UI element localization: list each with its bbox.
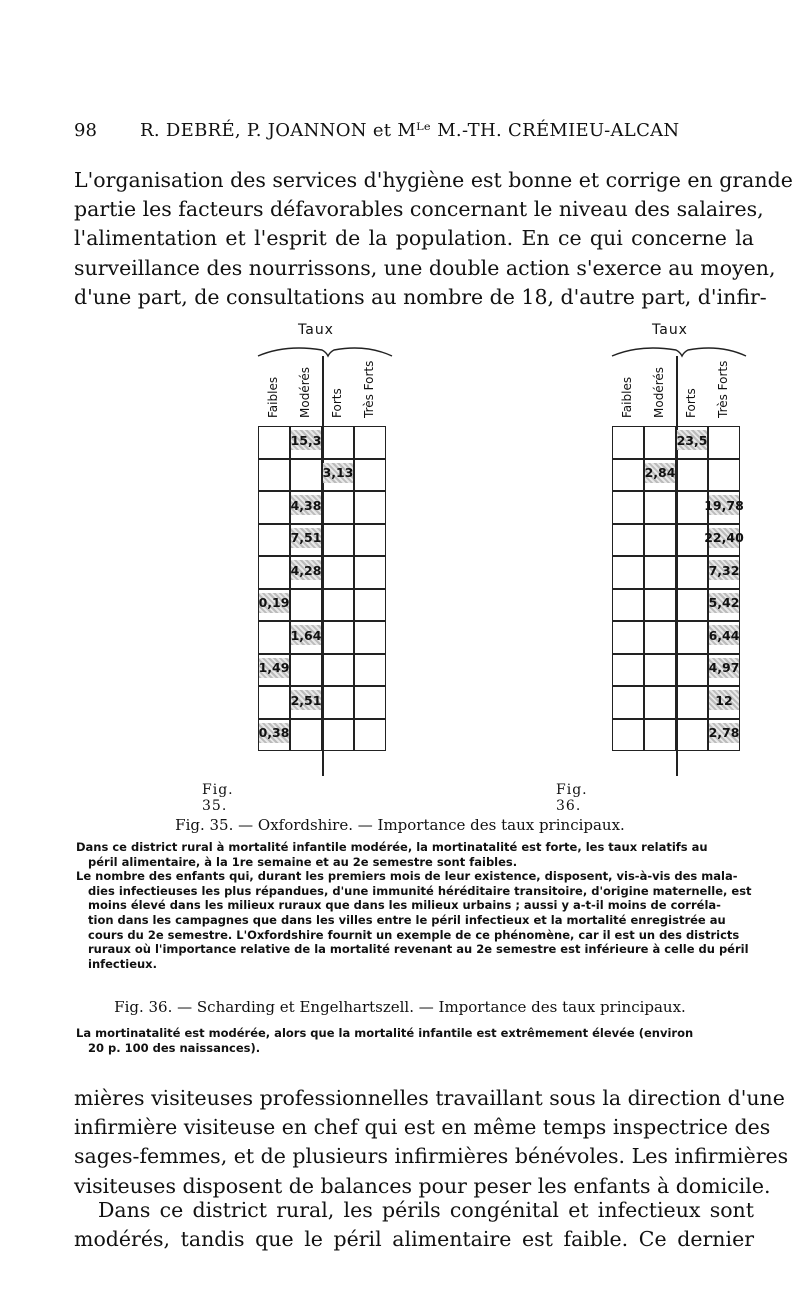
grid-cell xyxy=(322,589,354,622)
caption-line: ruraux où l'importance relative de la mortalité revenant au 2e semestre est inférieure à celle du péril xyxy=(88,942,749,957)
grid-cell xyxy=(644,654,676,687)
text-line: sages-femmes, et de plusieurs infirmières bénévoles. Les infirmières xyxy=(74,1144,789,1169)
grid-cell xyxy=(644,686,676,719)
value-cell: 7,32 xyxy=(709,560,739,580)
grid-cell xyxy=(258,686,290,719)
grid-cell xyxy=(290,589,322,622)
caption-line: infectieux. xyxy=(88,956,157,971)
paragraph-2 xyxy=(74,1084,789,1201)
caption-line: Le nombre des enfants qui, durant les premiers mois de leur existence, disposent, vis-à-vis des mala- xyxy=(76,869,738,884)
caption-line: cours du 2e semestre. L'Oxfordshire fournit un exemple de ce phénomène, car il est un des districts xyxy=(88,927,740,942)
caption-line: tion dans les campagnes que dans les villes entre le péril infectieux et la mortalité enregistrée au xyxy=(88,912,726,927)
grid-cell xyxy=(612,556,644,589)
grid-cell xyxy=(354,491,386,524)
grid-cell xyxy=(644,621,676,654)
column-header: Modérés xyxy=(652,367,666,418)
grid-cell xyxy=(612,524,644,557)
grid-cell xyxy=(612,459,644,492)
grid-cell xyxy=(322,426,354,459)
paragraph-3 xyxy=(74,1196,754,1254)
value-cell: 4,97 xyxy=(709,658,739,678)
caption-line: Dans ce district rural à mortalité infantile modérée, la mortinatalité est forte, les taux relatifs au xyxy=(76,840,708,854)
grid-cell xyxy=(644,524,676,557)
text-line: visiteuses disposent de balances pour peser les enfants à domicile. xyxy=(74,1173,771,1198)
brace-icon xyxy=(256,340,396,360)
grid-cell xyxy=(322,654,354,687)
caption-36-body xyxy=(76,1026,756,1055)
paragraph-1 xyxy=(74,166,793,312)
grid-cell xyxy=(644,491,676,524)
grid-cell xyxy=(322,491,354,524)
grid-cell xyxy=(354,589,386,622)
caption-line: 20 p. 100 des naissances). xyxy=(88,1040,261,1055)
text-line: surveillance des nourrissons, une double action s'exerce au moyen, xyxy=(74,255,776,280)
grid-cell xyxy=(612,621,644,654)
grid-cell xyxy=(258,524,290,557)
grid-cell xyxy=(354,459,386,492)
caption-line: dies infectieuses les plus répandues, d'une immunité héréditaire transitoire, d'origine maternelle, est xyxy=(88,883,752,898)
caption-line: moins élevé dans les milieux ruraux que dans les milieux urbains ; aussi y a-t-il moins de corréla- xyxy=(88,898,721,913)
grid-cell xyxy=(322,719,354,752)
grid-cell xyxy=(612,654,644,687)
value-cell: 23,5 xyxy=(677,430,707,450)
text-line: l'alimentation et l'esprit de la population. En ce qui concerne la xyxy=(74,226,754,251)
grid-cell xyxy=(354,654,386,687)
text-line: mières visiteuses professionnelles travaillant sous la direction d'une xyxy=(74,1086,785,1110)
value-cell: 0,38 xyxy=(259,723,289,743)
brace-icon xyxy=(610,340,750,360)
taux-label: Taux xyxy=(652,322,688,338)
grid-cell xyxy=(676,686,708,719)
grid-cell xyxy=(290,719,322,752)
taux-label: Taux xyxy=(298,322,334,338)
column-header: Très Forts xyxy=(716,360,730,418)
grid-cell xyxy=(258,556,290,589)
value-cell: 19,78 xyxy=(709,495,739,515)
value-cell: 7,51 xyxy=(291,528,321,548)
grid-cell xyxy=(676,654,708,687)
running-title: R. DEBRÉ, P. JOANNON et Mᴸᵉ M.-TH. CRÉMIEU-ALCAN xyxy=(140,120,680,141)
value-cell: 2,84 xyxy=(645,463,675,483)
text-line: partie les facteurs défavorables concernant le niveau des salaires, xyxy=(74,197,764,222)
value-cell: 3,13 xyxy=(323,463,353,483)
grid-cell xyxy=(322,556,354,589)
grid-cell xyxy=(258,426,290,459)
text-line: infirmière visiteuse en chef qui est en même temps inspectrice des xyxy=(74,1115,771,1140)
grid-cell xyxy=(708,426,740,459)
grid-cell xyxy=(612,686,644,719)
grid-cell xyxy=(322,621,354,654)
grid-cell xyxy=(354,556,386,589)
grid-cell xyxy=(644,589,676,622)
grid-cell xyxy=(676,621,708,654)
text-line: Dans ce district rural, les périls congénital et infectieux sont xyxy=(98,1198,754,1222)
text-line: L'organisation des services d'hygiène est bonne et corrige en grande xyxy=(74,168,793,192)
value-cell: 4,28 xyxy=(291,560,321,580)
caption-line: péril alimentaire, à la 1re semaine et au 2e semestre sont faibles. xyxy=(88,854,518,869)
grid-cell xyxy=(708,459,740,492)
caption-36-title: Fig. 36. — Scharding et Engelhartszell. — Importance des taux principaux. xyxy=(114,998,686,1016)
value-cell: 2,78 xyxy=(709,723,739,743)
grid-cell xyxy=(644,556,676,589)
grid-cell xyxy=(290,459,322,492)
value-cell: 12 xyxy=(709,690,739,710)
value-cell: 1,49 xyxy=(259,658,289,678)
grid-cell xyxy=(676,589,708,622)
grid-cell xyxy=(676,556,708,589)
grid-cell xyxy=(612,426,644,459)
value-cell: 4,38 xyxy=(291,495,321,515)
caption-35-title: Fig. 35. — Oxfordshire. — Importance des taux principaux. xyxy=(175,816,625,834)
grid-cell xyxy=(644,426,676,459)
caption-line: La mortinatalité est modérée, alors que la mortalité infantile est extrêmement élevée (environ xyxy=(76,1026,694,1040)
value-cell: 5,42 xyxy=(709,593,739,613)
grid-cell xyxy=(322,524,354,557)
column-header: Forts xyxy=(330,388,344,418)
grid-cell xyxy=(612,719,644,752)
value-cell: 6,44 xyxy=(709,625,739,645)
page-number: 98 xyxy=(74,120,97,141)
text-line: modérés, tandis que le péril alimentaire est faible. Ce dernier xyxy=(74,1227,754,1252)
text-line: d'une part, de consultations au nombre de 18, d'autre part, d'infir- xyxy=(74,284,767,309)
caption-35-body xyxy=(76,840,756,971)
grid-cell xyxy=(258,621,290,654)
column-header: Forts xyxy=(684,388,698,418)
grid-cell xyxy=(354,621,386,654)
grid-cell xyxy=(612,491,644,524)
grid-cell xyxy=(676,524,708,557)
value-cell: 1,64 xyxy=(291,625,321,645)
grid-cell xyxy=(354,719,386,752)
grid-cell xyxy=(676,459,708,492)
column-header: Faibles xyxy=(620,376,634,418)
column-header: Faibles xyxy=(266,376,280,418)
figure-label: Fig. 36. xyxy=(556,782,588,814)
column-header: Modérés xyxy=(298,367,312,418)
grid-cell xyxy=(322,686,354,719)
grid-cell xyxy=(676,719,708,752)
value-cell: 2,51 xyxy=(291,690,321,710)
grid-cell xyxy=(290,654,322,687)
grid-cell xyxy=(644,719,676,752)
grid-cell xyxy=(258,459,290,492)
value-cell: 0,19 xyxy=(259,593,289,613)
grid-cell xyxy=(258,491,290,524)
grid-cell xyxy=(354,524,386,557)
grid-cell xyxy=(354,686,386,719)
figure-label: Fig. 35. xyxy=(202,782,234,814)
grid-cell xyxy=(354,426,386,459)
value-cell: 22,40 xyxy=(709,528,739,548)
grid-cell xyxy=(676,491,708,524)
column-header: Très Forts xyxy=(362,360,376,418)
grid-cell xyxy=(612,589,644,622)
value-cell: 15,3 xyxy=(291,430,321,450)
